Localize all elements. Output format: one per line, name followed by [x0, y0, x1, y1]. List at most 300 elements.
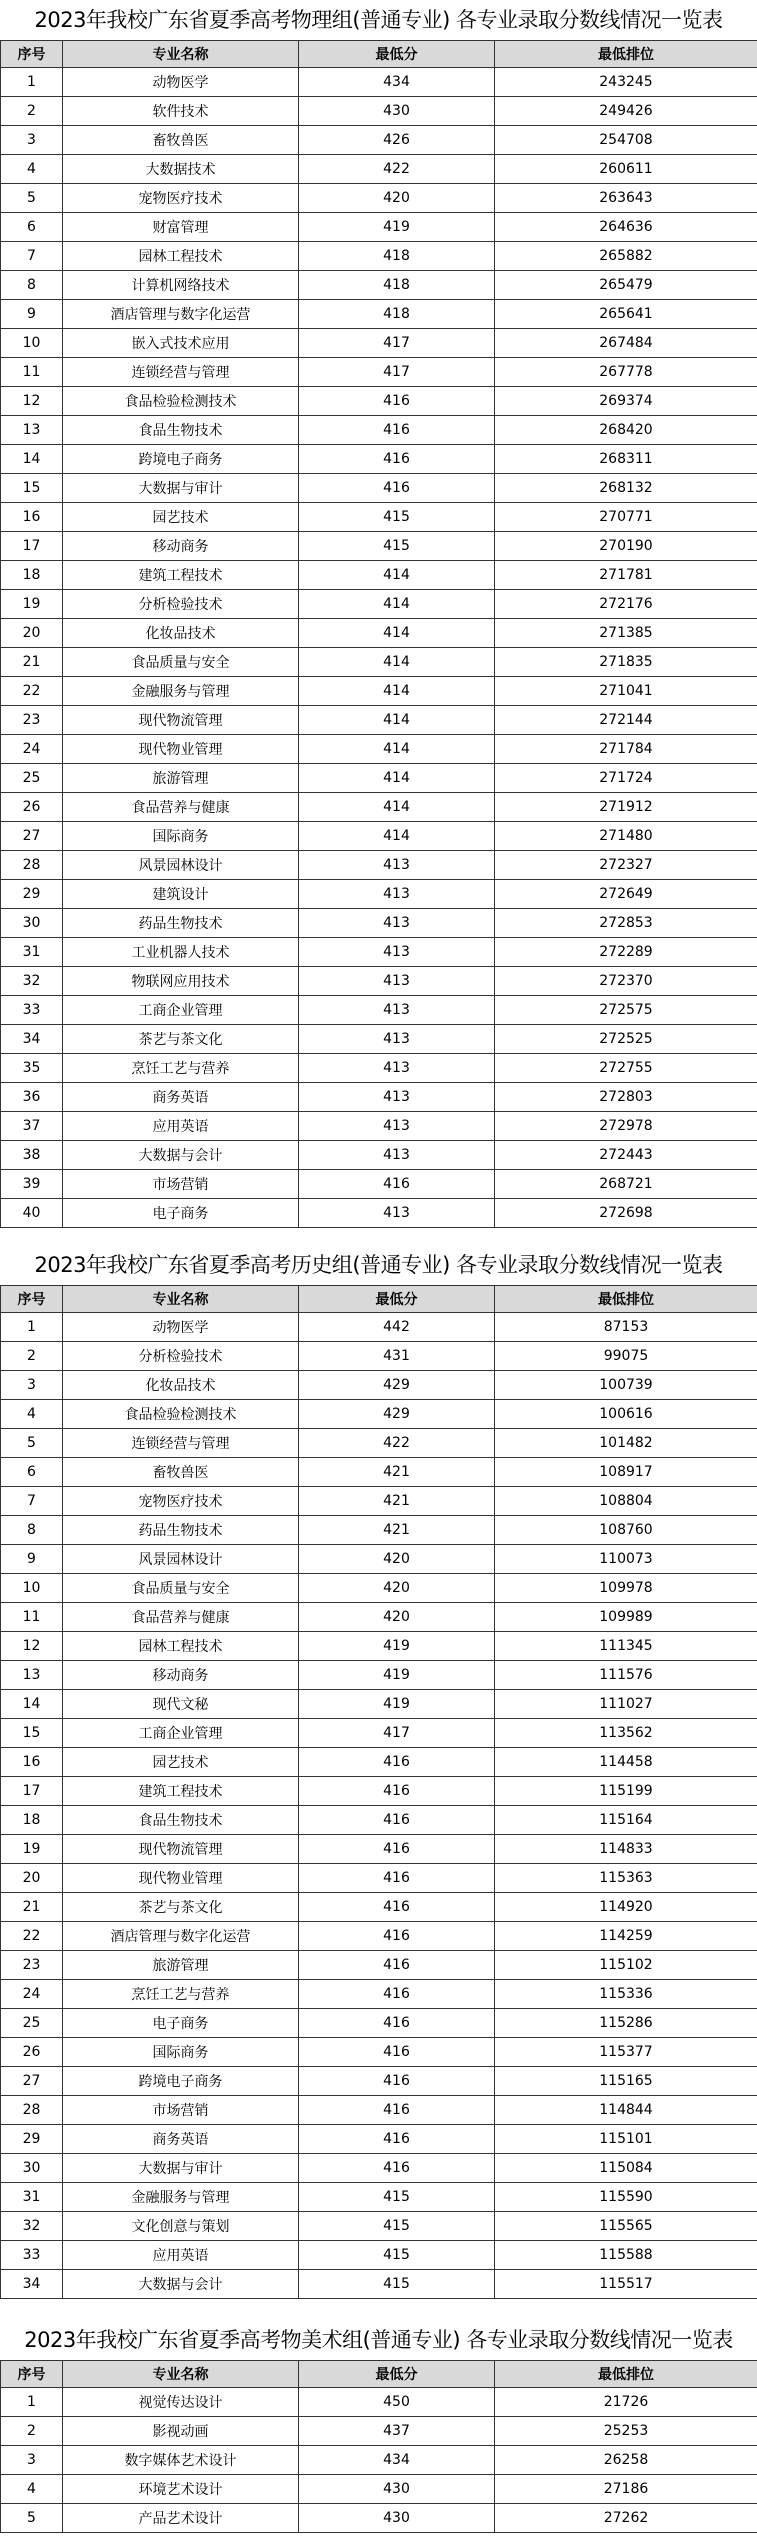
cell-index: 31 [1, 938, 63, 967]
cell-major: 食品生物技术 [63, 416, 299, 445]
cell-min-rank: 114844 [495, 2096, 757, 2125]
cell-major: 大数据与审计 [63, 474, 299, 503]
cell-index: 3 [1, 1371, 63, 1400]
cell-min-rank: 271385 [495, 619, 757, 648]
header-min-rank: 最低排位 [495, 1286, 757, 1313]
cell-major: 影视动画 [63, 2417, 299, 2446]
table-row [1, 1806, 757, 1835]
cell-index: 34 [1, 1025, 63, 1054]
cell-index: 6 [1, 1458, 63, 1487]
cell-index: 5 [1, 1429, 63, 1458]
cell-min-score: 416 [299, 474, 495, 503]
cell-index: 10 [1, 329, 63, 358]
table-row [1, 271, 757, 300]
cell-index: 2 [1, 2417, 63, 2446]
table-row [1, 1516, 757, 1545]
cell-index: 32 [1, 2212, 63, 2241]
table-row [1, 1632, 757, 1661]
section-title: 2023年我校广东省夏季高考历史组(普通专业) 各专业录取分数线情况一览表 [34, 1253, 723, 1277]
header-min-score: 最低分 [299, 2361, 495, 2388]
cell-min-score: 413 [299, 967, 495, 996]
cell-min-rank: 243245 [495, 68, 757, 97]
cell-index: 13 [1, 1661, 63, 1690]
cell-min-score: 414 [299, 648, 495, 677]
cell-min-score: 417 [299, 358, 495, 387]
cell-min-rank: 27262 [495, 2504, 757, 2533]
cell-min-score: 414 [299, 590, 495, 619]
cell-min-rank: 115164 [495, 1806, 757, 1835]
cell-index: 20 [1, 1864, 63, 1893]
table-row [1, 619, 757, 648]
cell-index: 26 [1, 2038, 63, 2067]
table-row [1, 590, 757, 619]
header-index: 序号 [1, 1286, 63, 1313]
cell-index: 28 [1, 851, 63, 880]
cell-min-score: 419 [299, 213, 495, 242]
cell-min-score: 413 [299, 1083, 495, 1112]
cell-min-rank: 272144 [495, 706, 757, 735]
table-row [1, 1342, 757, 1371]
cell-major: 移动商务 [63, 532, 299, 561]
cell-min-rank: 272176 [495, 590, 757, 619]
cell-min-rank: 272978 [495, 1112, 757, 1141]
cell-min-score: 413 [299, 1141, 495, 1170]
cell-index: 27 [1, 822, 63, 851]
cell-min-score: 415 [299, 532, 495, 561]
cell-major: 建筑设计 [63, 880, 299, 909]
cell-index: 17 [1, 532, 63, 561]
cell-min-rank: 21726 [495, 2388, 757, 2417]
table-row [1, 967, 757, 996]
cell-min-rank: 264636 [495, 213, 757, 242]
cell-min-score: 420 [299, 1574, 495, 1603]
cell-min-rank: 99075 [495, 1342, 757, 1371]
cell-index: 18 [1, 1806, 63, 1835]
cell-index: 40 [1, 1199, 63, 1228]
cell-min-score: 418 [299, 271, 495, 300]
physics-group-section [0, 0, 757, 1228]
cell-min-score: 414 [299, 561, 495, 590]
cell-min-rank: 87153 [495, 1313, 757, 1342]
cell-major: 食品检验检测技术 [63, 387, 299, 416]
table-row [1, 1719, 757, 1748]
cell-min-rank: 115336 [495, 1980, 757, 2009]
cell-index: 19 [1, 590, 63, 619]
table-row [1, 764, 757, 793]
table-row [1, 1893, 757, 1922]
cell-index: 4 [1, 2475, 63, 2504]
cell-min-rank: 268311 [495, 445, 757, 474]
cell-index: 33 [1, 996, 63, 1025]
cell-min-rank: 115101 [495, 2125, 757, 2154]
table-row [1, 1199, 757, 1228]
table-row [1, 2067, 757, 2096]
cell-min-rank: 271041 [495, 677, 757, 706]
cell-min-rank: 260611 [495, 155, 757, 184]
cell-min-rank: 271784 [495, 735, 757, 764]
cell-min-rank: 272443 [495, 1141, 757, 1170]
cell-min-rank: 271724 [495, 764, 757, 793]
cell-index: 22 [1, 677, 63, 706]
cell-index: 11 [1, 358, 63, 387]
cell-min-rank: 111027 [495, 1690, 757, 1719]
cell-min-score: 413 [299, 909, 495, 938]
cell-min-score: 414 [299, 619, 495, 648]
cell-min-score: 430 [299, 2504, 495, 2533]
cell-index: 7 [1, 242, 63, 271]
cell-min-rank: 108917 [495, 1458, 757, 1487]
cell-min-score: 450 [299, 2388, 495, 2417]
table-row [1, 1574, 757, 1603]
cell-major: 应用英语 [63, 1112, 299, 1141]
table-row [1, 2504, 757, 2533]
table-row [1, 1083, 757, 1112]
cell-min-score: 416 [299, 2067, 495, 2096]
cell-index: 3 [1, 2446, 63, 2475]
cell-major: 跨境电子商务 [63, 445, 299, 474]
cell-min-rank: 115363 [495, 1864, 757, 1893]
cell-major: 电子商务 [63, 1199, 299, 1228]
cell-min-score: 422 [299, 155, 495, 184]
cell-min-rank: 272755 [495, 1054, 757, 1083]
cell-min-score: 415 [299, 2212, 495, 2241]
cell-major: 工商企业管理 [63, 996, 299, 1025]
cell-min-rank: 25253 [495, 2417, 757, 2446]
cell-min-score: 429 [299, 1400, 495, 1429]
cell-major: 连锁经营与管理 [63, 1429, 299, 1458]
table-row [1, 1400, 757, 1429]
cell-major: 茶艺与茶文化 [63, 1893, 299, 1922]
cell-min-rank: 272803 [495, 1083, 757, 1112]
cell-min-rank: 115286 [495, 2009, 757, 2038]
cell-index: 17 [1, 1777, 63, 1806]
cell-major: 嵌入式技术应用 [63, 329, 299, 358]
cell-index: 35 [1, 1054, 63, 1083]
cell-major: 宠物医疗技术 [63, 1487, 299, 1516]
cell-min-score: 416 [299, 2038, 495, 2067]
cell-min-score: 418 [299, 242, 495, 271]
cell-min-rank: 268721 [495, 1170, 757, 1199]
header-min-rank: 最低排位 [495, 41, 757, 68]
cell-major: 动物医学 [63, 68, 299, 97]
cell-min-rank: 111576 [495, 1661, 757, 1690]
cell-min-score: 421 [299, 1458, 495, 1487]
score-table [0, 2360, 757, 2533]
header-major: 专业名称 [63, 1286, 299, 1313]
table-row [1, 1922, 757, 1951]
table-row [1, 706, 757, 735]
cell-min-rank: 272327 [495, 851, 757, 880]
table-row [1, 184, 757, 213]
cell-min-score: 413 [299, 1112, 495, 1141]
cell-min-rank: 263643 [495, 184, 757, 213]
cell-major: 软件技术 [63, 97, 299, 126]
cell-min-score: 413 [299, 880, 495, 909]
cell-min-score: 416 [299, 2009, 495, 2038]
table-row [1, 1458, 757, 1487]
cell-major: 化妆品技术 [63, 619, 299, 648]
cell-min-score: 421 [299, 1516, 495, 1545]
cell-major: 大数据与会计 [63, 2270, 299, 2299]
cell-major: 药品生物技术 [63, 1516, 299, 1545]
cell-min-rank: 272525 [495, 1025, 757, 1054]
cell-major: 分析检验技术 [63, 1342, 299, 1371]
cell-min-score: 416 [299, 1748, 495, 1777]
cell-index: 6 [1, 213, 63, 242]
table-row [1, 1487, 757, 1516]
cell-major: 大数据技术 [63, 155, 299, 184]
cell-major: 食品质量与安全 [63, 1574, 299, 1603]
cell-min-rank: 267778 [495, 358, 757, 387]
cell-min-rank: 272370 [495, 967, 757, 996]
score-table [0, 1285, 757, 2299]
cell-index: 39 [1, 1170, 63, 1199]
cell-min-score: 416 [299, 1835, 495, 1864]
cell-major: 数字媒体艺术设计 [63, 2446, 299, 2475]
cell-index: 27 [1, 2067, 63, 2096]
cell-min-score: 416 [299, 1806, 495, 1835]
cell-index: 34 [1, 2270, 63, 2299]
cell-min-rank: 272575 [495, 996, 757, 1025]
cell-index: 30 [1, 2154, 63, 2183]
cell-major: 旅游管理 [63, 1951, 299, 1980]
cell-major: 园艺技术 [63, 503, 299, 532]
table-row [1, 2241, 757, 2270]
score-table [0, 40, 757, 1228]
cell-index: 2 [1, 1342, 63, 1371]
cell-min-rank: 115590 [495, 2183, 757, 2212]
cell-min-score: 437 [299, 2417, 495, 2446]
cell-major: 建筑工程技术 [63, 1777, 299, 1806]
table-row [1, 1170, 757, 1199]
cell-major: 现代物流管理 [63, 706, 299, 735]
cell-major: 畜牧兽医 [63, 126, 299, 155]
cell-major: 畜牧兽医 [63, 1458, 299, 1487]
cell-min-score: 414 [299, 706, 495, 735]
cell-min-rank: 100616 [495, 1400, 757, 1429]
cell-index: 2 [1, 97, 63, 126]
cell-min-rank: 249426 [495, 97, 757, 126]
table-row [1, 97, 757, 126]
cell-index: 12 [1, 387, 63, 416]
cell-min-rank: 271781 [495, 561, 757, 590]
cell-major: 计算机网络技术 [63, 271, 299, 300]
cell-min-rank: 115517 [495, 2270, 757, 2299]
cell-index: 8 [1, 271, 63, 300]
cell-major: 市场营销 [63, 1170, 299, 1199]
cell-major: 酒店管理与数字化运营 [63, 1922, 299, 1951]
cell-min-score: 416 [299, 2125, 495, 2154]
cell-major: 园林工程技术 [63, 242, 299, 271]
cell-major: 风景园林设计 [63, 1545, 299, 1574]
cell-min-score: 416 [299, 2154, 495, 2183]
cell-index: 1 [1, 1313, 63, 1342]
cell-index: 11 [1, 1603, 63, 1632]
cell-min-rank: 265479 [495, 271, 757, 300]
table-row [1, 677, 757, 706]
cell-min-score: 442 [299, 1313, 495, 1342]
cell-index: 31 [1, 2183, 63, 2212]
cell-index: 12 [1, 1632, 63, 1661]
cell-major: 物联网应用技术 [63, 967, 299, 996]
cell-major: 食品生物技术 [63, 1806, 299, 1835]
cell-index: 9 [1, 1545, 63, 1574]
cell-min-score: 422 [299, 1429, 495, 1458]
cell-min-score: 420 [299, 1545, 495, 1574]
cell-min-score: 415 [299, 2241, 495, 2270]
cell-index: 32 [1, 967, 63, 996]
cell-index: 29 [1, 880, 63, 909]
table-row [1, 2096, 757, 2125]
cell-min-rank: 271480 [495, 822, 757, 851]
cell-min-score: 430 [299, 2475, 495, 2504]
cell-index: 4 [1, 1400, 63, 1429]
cell-index: 16 [1, 1748, 63, 1777]
cell-index: 14 [1, 1690, 63, 1719]
table-row [1, 1864, 757, 1893]
cell-major: 食品质量与安全 [63, 648, 299, 677]
cell-major: 烹饪工艺与营养 [63, 1980, 299, 2009]
header-major: 专业名称 [63, 41, 299, 68]
cell-min-score: 416 [299, 1170, 495, 1199]
cell-major: 财富管理 [63, 213, 299, 242]
section-title: 2023年我校广东省夏季高考物理组(普通专业) 各专业录取分数线情况一览表 [34, 8, 723, 32]
cell-major: 产品艺术设计 [63, 2504, 299, 2533]
table-row [1, 1371, 757, 1400]
cell-min-rank: 110073 [495, 1545, 757, 1574]
cell-major: 大数据与审计 [63, 2154, 299, 2183]
table-row [1, 793, 757, 822]
table-row [1, 68, 757, 97]
cell-major: 金融服务与管理 [63, 2183, 299, 2212]
table-row [1, 648, 757, 677]
cell-min-rank: 265882 [495, 242, 757, 271]
cell-min-score: 416 [299, 1893, 495, 1922]
table-row [1, 445, 757, 474]
table-row [1, 1112, 757, 1141]
cell-major: 茶艺与茶文化 [63, 1025, 299, 1054]
table-row [1, 1603, 757, 1632]
cell-min-rank: 271912 [495, 793, 757, 822]
cell-min-score: 413 [299, 1199, 495, 1228]
cell-min-rank: 113562 [495, 1719, 757, 1748]
cell-major: 化妆品技术 [63, 1371, 299, 1400]
table-row [1, 503, 757, 532]
cell-major: 动物医学 [63, 1313, 299, 1342]
header-min-score: 最低分 [299, 41, 495, 68]
cell-min-rank: 108760 [495, 1516, 757, 1545]
cell-min-score: 415 [299, 2270, 495, 2299]
table-row [1, 2212, 757, 2241]
cell-index: 7 [1, 1487, 63, 1516]
table-row [1, 213, 757, 242]
cell-index: 25 [1, 2009, 63, 2038]
table-row [1, 561, 757, 590]
table-row [1, 2270, 757, 2299]
cell-min-rank: 109989 [495, 1603, 757, 1632]
cell-min-rank: 115084 [495, 2154, 757, 2183]
cell-min-score: 420 [299, 184, 495, 213]
table-row [1, 909, 757, 938]
header-index: 序号 [1, 41, 63, 68]
cell-index: 13 [1, 416, 63, 445]
cell-min-score: 416 [299, 1777, 495, 1806]
cell-min-rank: 270771 [495, 503, 757, 532]
cell-major: 市场营销 [63, 2096, 299, 2125]
cell-min-score: 419 [299, 1632, 495, 1661]
table-row [1, 1313, 757, 1342]
cell-index: 36 [1, 1083, 63, 1112]
cell-min-rank: 271835 [495, 648, 757, 677]
table-row [1, 1141, 757, 1170]
table-row [1, 735, 757, 764]
cell-min-rank: 27186 [495, 2475, 757, 2504]
cell-major: 旅游管理 [63, 764, 299, 793]
cell-min-score: 413 [299, 938, 495, 967]
cell-index: 26 [1, 793, 63, 822]
cell-major: 园艺技术 [63, 1748, 299, 1777]
cell-major: 国际商务 [63, 2038, 299, 2067]
table-row [1, 1025, 757, 1054]
table-row [1, 416, 757, 445]
cell-min-rank: 100739 [495, 1371, 757, 1400]
cell-min-rank: 26258 [495, 2446, 757, 2475]
cell-min-rank: 254708 [495, 126, 757, 155]
table-row [1, 1429, 757, 1458]
cell-major: 分析检验技术 [63, 590, 299, 619]
cell-min-score: 416 [299, 1951, 495, 1980]
table-row [1, 1835, 757, 1864]
cell-min-score: 429 [299, 1371, 495, 1400]
cell-major: 国际商务 [63, 822, 299, 851]
cell-index: 33 [1, 2241, 63, 2270]
cell-min-rank: 114458 [495, 1748, 757, 1777]
cell-min-rank: 115377 [495, 2038, 757, 2067]
table-row [1, 1545, 757, 1574]
cell-min-rank: 272649 [495, 880, 757, 909]
cell-min-score: 414 [299, 793, 495, 822]
header-index: 序号 [1, 2361, 63, 2388]
cell-major: 应用英语 [63, 2241, 299, 2270]
table-row [1, 938, 757, 967]
cell-major: 文化创意与策划 [63, 2212, 299, 2241]
cell-min-rank: 267484 [495, 329, 757, 358]
cell-major: 环境艺术设计 [63, 2475, 299, 2504]
cell-min-score: 434 [299, 2446, 495, 2475]
table-row [1, 329, 757, 358]
cell-major: 建筑工程技术 [63, 561, 299, 590]
cell-min-score: 414 [299, 822, 495, 851]
cell-index: 24 [1, 735, 63, 764]
table-row [1, 2038, 757, 2067]
cell-major: 视觉传达设计 [63, 2388, 299, 2417]
cell-index: 9 [1, 300, 63, 329]
table-row [1, 1661, 757, 1690]
cell-min-rank: 115199 [495, 1777, 757, 1806]
table-row [1, 242, 757, 271]
cell-major: 食品营养与健康 [63, 793, 299, 822]
table-row [1, 358, 757, 387]
cell-min-score: 416 [299, 1980, 495, 2009]
cell-major: 商务英语 [63, 2125, 299, 2154]
cell-index: 21 [1, 648, 63, 677]
cell-index: 29 [1, 2125, 63, 2154]
table-row [1, 2154, 757, 2183]
cell-min-score: 426 [299, 126, 495, 155]
cell-major: 现代物业管理 [63, 735, 299, 764]
cell-min-score: 416 [299, 1864, 495, 1893]
cell-min-score: 414 [299, 764, 495, 793]
